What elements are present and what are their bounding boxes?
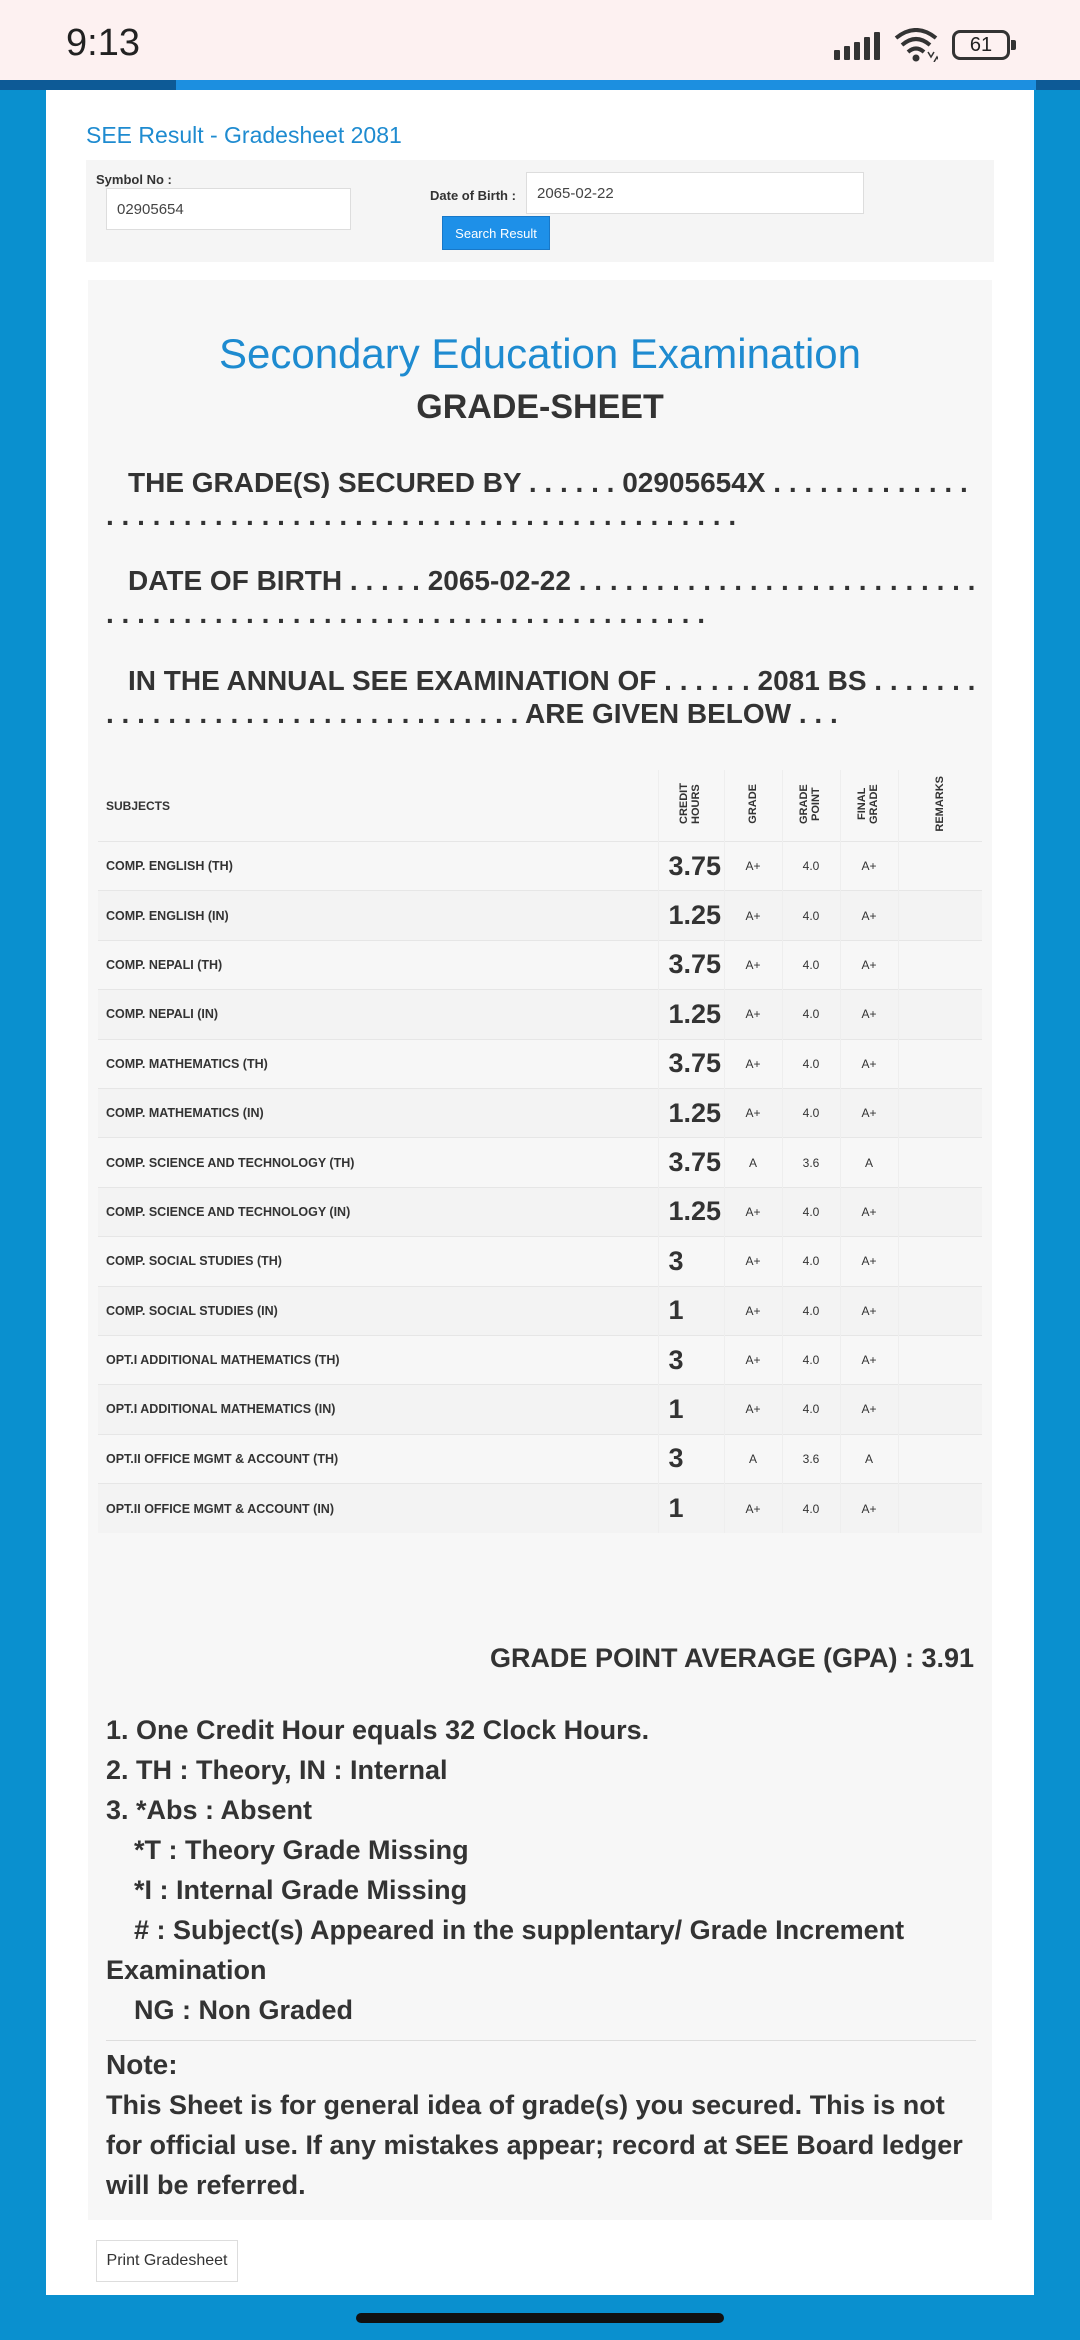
final-grade-cell: A+: [840, 842, 898, 891]
battery-icon: 61: [952, 30, 1010, 60]
credit-hours-cell: 1: [658, 1484, 724, 1533]
notes-section: [106, 1710, 976, 2205]
credit-hours-cell: 1: [658, 1286, 724, 1335]
credit-hours-cell: 3.75: [658, 842, 724, 891]
final-grade-cell: A+: [840, 990, 898, 1039]
grade-point-cell: 4.0: [782, 1484, 840, 1533]
credit-hours-cell: 1.25: [658, 1187, 724, 1236]
grade-point-cell: 3.6: [782, 1138, 840, 1187]
final-grade-cell: A+: [840, 1385, 898, 1434]
grade-point-cell: 4.0: [782, 1286, 840, 1335]
note-continuation: Examination: [106, 1955, 267, 1985]
remarks-cell: [898, 1237, 982, 1286]
final-grade-cell: A: [840, 1138, 898, 1187]
credit-hours-cell: 3.75: [658, 1138, 724, 1187]
remarks-cell: [898, 1088, 982, 1137]
grade-cell: A+: [724, 1088, 782, 1137]
remarks-cell: [898, 891, 982, 940]
final-grade-cell: A+: [840, 891, 898, 940]
table-row: [98, 1484, 982, 1533]
grade-point-cell: 4.0: [782, 1187, 840, 1236]
exam-title: Secondary Education Examination: [218, 330, 862, 377]
remarks-cell: [898, 1187, 982, 1236]
table-row: [98, 1237, 982, 1286]
home-indicator[interactable]: [356, 2313, 724, 2323]
symbol-value: 02905654X: [622, 467, 766, 498]
credit-hours-cell: 1.25: [658, 990, 724, 1039]
result-page: [46, 90, 1034, 2295]
note-item: 3. *Abs : Absent: [106, 1795, 313, 1825]
remarks-cell: [898, 1286, 982, 1335]
status-bar: [0, 0, 1080, 80]
search-result-button[interactable]: Search Result: [442, 216, 550, 250]
grade-point-cell: 3.6: [782, 1434, 840, 1483]
signal-icon: [834, 30, 880, 60]
search-form: [86, 160, 994, 262]
header-final-grade: FINAL GRADE: [856, 784, 880, 824]
grade-point-cell: 4.0: [782, 842, 840, 891]
dob-value: 2065-02-22: [427, 565, 571, 596]
header-remarks: REMARKS: [934, 776, 947, 832]
remarks-cell: [898, 1138, 982, 1187]
status-icons: [834, 28, 1010, 62]
grade-point-cell: 4.0: [782, 990, 840, 1039]
credit-hours-cell: 1: [658, 1385, 724, 1434]
note-heading: Note:: [106, 2049, 178, 2080]
final-grade-cell: A+: [840, 1187, 898, 1236]
grade-point-cell: 4.0: [782, 1385, 840, 1434]
table-row: [98, 1138, 982, 1187]
header-credit-hours: CREDIT HOURS: [678, 783, 702, 825]
table-row: [98, 940, 982, 989]
remarks-cell: [898, 940, 982, 989]
sheet-title: GRADE-SHEET: [416, 388, 664, 426]
remarks-cell: [898, 1385, 982, 1434]
grade-cell: A+: [724, 1286, 782, 1335]
grade-cell: A+: [724, 1335, 782, 1384]
grade-point-cell: 4.0: [782, 1237, 840, 1286]
note-sub-item: *T : Theory Grade Missing: [134, 1835, 469, 1865]
gpa-summary: GRADE POINT AVERAGE (GPA) : 3.91: [489, 1643, 974, 1673]
grade-cell: A+: [724, 940, 782, 989]
dob-label: Date of Birth :: [430, 188, 516, 203]
note-text: This Sheet is for general idea of grade(s) you secured. This is not for official use. If any mistakes appear; record at SEE Board ledger will be referred.: [106, 2090, 963, 2200]
clock: 9:13: [66, 22, 140, 64]
final-grade-cell: A+: [840, 1088, 898, 1137]
grade-point-cell: 4.0: [782, 1039, 840, 1088]
credit-hours-cell: 3.75: [658, 1039, 724, 1088]
subject-cell: OPT.II OFFICE MGMT & ACCOUNT (IN): [98, 1484, 658, 1533]
table-header-row: [98, 770, 982, 842]
subject-cell: OPT.I ADDITIONAL MATHEMATICS (IN): [98, 1385, 658, 1434]
credit-hours-cell: 3: [658, 1237, 724, 1286]
secured-by-line: THE GRADE(S) SECURED BY . . . . . . 02905654X . . . . . . . . . . . . . . . . . . . . . . . . . . . . . . . . . . . . . . . . . . . . . . . . . . . . . .: [106, 467, 968, 531]
credit-hours-cell: 3: [658, 1335, 724, 1384]
remarks-cell: [898, 1434, 982, 1483]
table-row: [98, 1434, 982, 1483]
table-row: [98, 1385, 982, 1434]
subject-cell: COMP. NEPALI (IN): [98, 990, 658, 1039]
grade-cell: A+: [724, 1237, 782, 1286]
remarks-cell: [898, 990, 982, 1039]
table-row: [98, 1088, 982, 1137]
dob-input[interactable]: 2065-02-22: [526, 172, 864, 214]
subject-cell: COMP. NEPALI (TH): [98, 940, 658, 989]
subject-cell: COMP. SCIENCE AND TECHNOLOGY (IN): [98, 1187, 658, 1236]
subject-cell: COMP. SCIENCE AND TECHNOLOGY (TH): [98, 1138, 658, 1187]
header-grade: GRADE: [747, 784, 759, 824]
table-row: [98, 1335, 982, 1384]
grade-point-cell: 4.0: [782, 1088, 840, 1137]
remarks-cell: [898, 1484, 982, 1533]
page-title: SEE Result - Gradesheet 2081: [86, 122, 402, 148]
final-grade-cell: A+: [840, 1039, 898, 1088]
browser-accent-bar: [0, 80, 1080, 90]
subject-cell: OPT.II OFFICE MGMT & ACCOUNT (TH): [98, 1434, 658, 1483]
symbol-input[interactable]: 02905654: [106, 188, 351, 230]
final-grade-cell: A+: [840, 1237, 898, 1286]
final-grade-cell: A+: [840, 940, 898, 989]
subject-cell: COMP. MATHEMATICS (IN): [98, 1088, 658, 1137]
table-row: [98, 990, 982, 1039]
credit-hours-cell: 1.25: [658, 1088, 724, 1137]
remarks-cell: [898, 1039, 982, 1088]
gradesheet: [88, 280, 992, 2220]
table-row: [98, 1286, 982, 1335]
grade-cell: A+: [724, 891, 782, 940]
grade-cell: A+: [724, 990, 782, 1039]
wifi-icon: [894, 28, 938, 62]
subject-cell: COMP. SOCIAL STUDIES (TH): [98, 1237, 658, 1286]
final-grade-cell: A+: [840, 1286, 898, 1335]
dob-line: DATE OF BIRTH . . . . . 2065-02-22 . . . . . . . . . . . . . . . . . . . . . . . . . . . . . . . . . . . . . . . . . . . . . . . . . . . . . . . . . . . . . . . . .: [106, 565, 976, 629]
exam-year-value: 2081 BS: [757, 665, 867, 696]
subject-cell: COMP. SOCIAL STUDIES (IN): [98, 1286, 658, 1335]
table-row: [98, 1187, 982, 1236]
grade-point-cell: 4.0: [782, 940, 840, 989]
note-sub-item: NG : Non Graded: [134, 1995, 354, 2025]
grade-cell: A+: [724, 842, 782, 891]
symbol-label: Symbol No :: [96, 172, 172, 187]
grade-cell: A: [724, 1434, 782, 1483]
subject-cell: COMP. MATHEMATICS (TH): [98, 1039, 658, 1088]
table-row: [98, 842, 982, 891]
print-gradesheet-button[interactable]: Print Gradesheet: [96, 2240, 238, 2282]
divider: [106, 2040, 976, 2041]
note-item: 2. TH : Theory, IN : Internal: [106, 1755, 448, 1785]
table-row: [98, 1039, 982, 1088]
grades-table: [98, 770, 982, 1533]
exam-line: IN THE ANNUAL SEE EXAMINATION OF . . . . . . 2081 BS . . . . . . . . . . . . . . . . . . . . . . . . . . . . . . . . . . ARE GIVEN BELOW . . .: [106, 665, 976, 729]
grade-cell: A+: [724, 1187, 782, 1236]
credit-hours-cell: 3.75: [658, 940, 724, 989]
grade-cell: A+: [724, 1385, 782, 1434]
remarks-cell: [898, 842, 982, 891]
final-grade-cell: A+: [840, 1335, 898, 1384]
remarks-cell: [898, 1335, 982, 1384]
subject-cell: OPT.I ADDITIONAL MATHEMATICS (TH): [98, 1335, 658, 1384]
credit-hours-cell: 1.25: [658, 891, 724, 940]
credit-hours-cell: 3: [658, 1434, 724, 1483]
final-grade-cell: A: [840, 1434, 898, 1483]
header-subjects: SUBJECTS: [106, 798, 171, 813]
table-row: [98, 891, 982, 940]
subject-cell: COMP. ENGLISH (TH): [98, 842, 658, 891]
header-grade-point: GRADE POINT: [798, 784, 822, 824]
final-grade-cell: A+: [840, 1484, 898, 1533]
note-sub-item: *I : Internal Grade Missing: [134, 1875, 468, 1905]
grade-cell: A: [724, 1138, 782, 1187]
note-item: 1. One Credit Hour equals 32 Clock Hours.: [106, 1715, 650, 1745]
grade-cell: A+: [724, 1039, 782, 1088]
grade-point-cell: 4.0: [782, 1335, 840, 1384]
subject-cell: COMP. ENGLISH (IN): [98, 891, 658, 940]
grade-cell: A+: [724, 1484, 782, 1533]
grade-point-cell: 4.0: [782, 891, 840, 940]
note-sub-item: # : Subject(s) Appeared in the supplentary/ Grade Increment: [134, 1915, 905, 1945]
